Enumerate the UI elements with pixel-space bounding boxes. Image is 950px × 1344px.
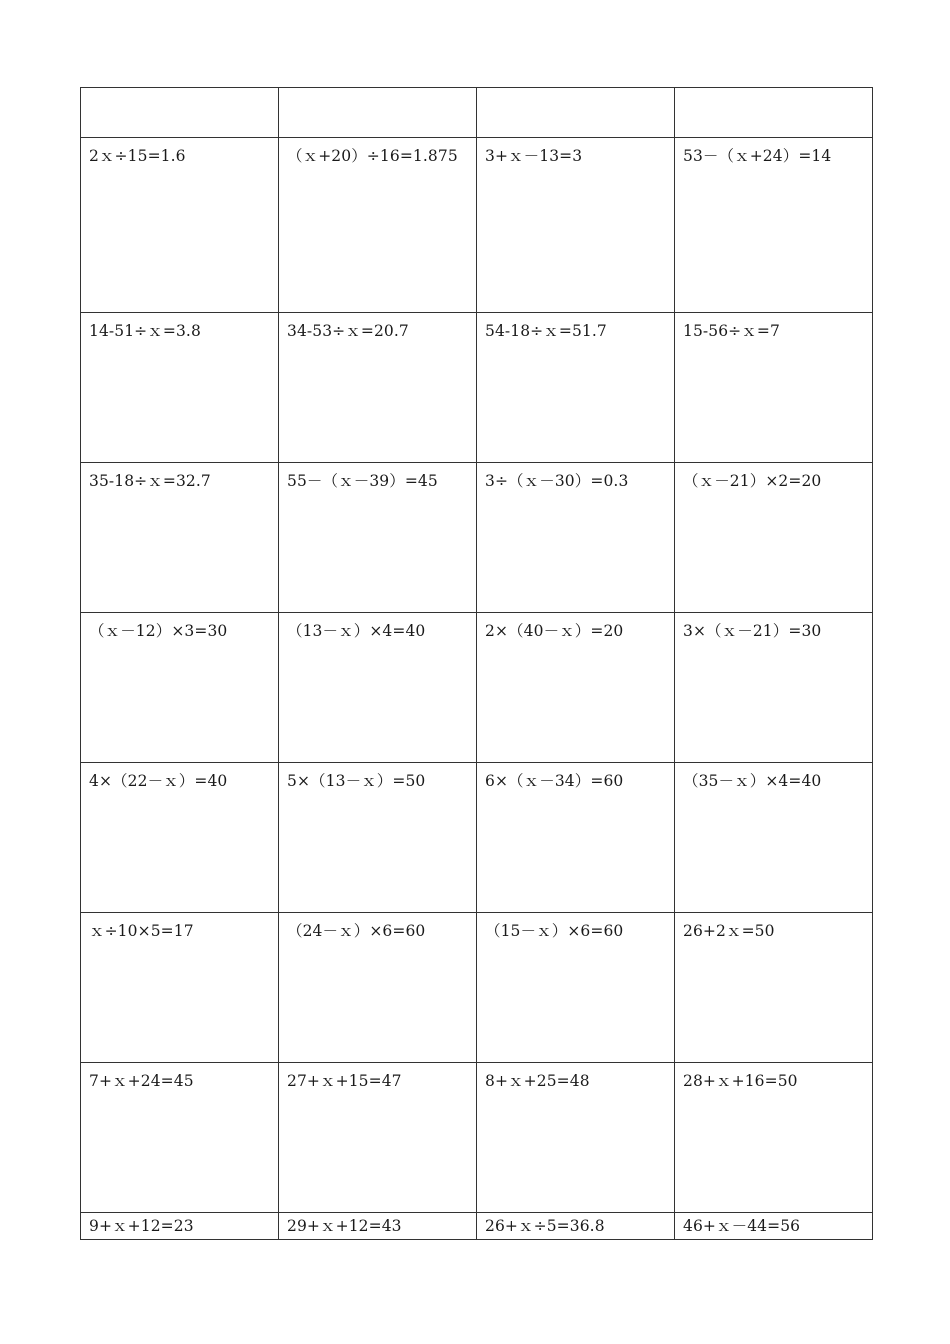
equation-cell: 15-56÷ｘ=7 [675,313,873,463]
equation-cell: 53－（ｘ+24）=14 [675,138,873,313]
table-row [81,313,873,463]
table-row [81,1213,873,1240]
equation-cell: 55－（ｘ－39）=45 [279,463,477,613]
equation-cell: （15－ｘ）×6=60 [477,913,675,1063]
table-cell [81,88,279,138]
equation-cell: 2×（40－ｘ）=20 [477,613,675,763]
equation-cell: 26+2ｘ=50 [675,913,873,1063]
equation-cell: （24－ｘ）×6=60 [279,913,477,1063]
table-row [81,763,873,913]
table-row [81,613,873,763]
table-row [81,1063,873,1213]
equation-cell: 5×（13－ｘ）=50 [279,763,477,913]
table-row [81,138,873,313]
equation-cell: 9+ｘ+12=23 [81,1213,279,1240]
equation-cell: 4×（22－ｘ）=40 [81,763,279,913]
equation-cell: （ｘ+20）÷16=1.875 [279,138,477,313]
equation-cell: （ｘ－12）×3=30 [81,613,279,763]
table-row [81,463,873,613]
table-row [81,88,873,138]
equation-cell: 46+ｘ－44=56 [675,1213,873,1240]
equation-cell: 54-18÷ｘ=51.7 [477,313,675,463]
equation-cell: 14-51÷ｘ=3.8 [81,313,279,463]
table-cell [477,88,675,138]
equation-cell: 34-53÷ｘ=20.7 [279,313,477,463]
table-row [81,913,873,1063]
equation-cell: 27+ｘ+15=47 [279,1063,477,1213]
equation-worksheet-table [80,87,873,1240]
equation-cell: 7+ｘ+24=45 [81,1063,279,1213]
equation-cell: 26+ｘ÷5=36.8 [477,1213,675,1240]
equation-cell: 28+ｘ+16=50 [675,1063,873,1213]
table-cell [675,88,873,138]
equation-cell: （ｘ－21）×2=20 [675,463,873,613]
equation-cell: 6×（ｘ－34）=60 [477,763,675,913]
equation-cell: 3×（ｘ－21）=30 [675,613,873,763]
table-cell [279,88,477,138]
equation-cell: 8+ｘ+25=48 [477,1063,675,1213]
equation-cell: 3+ｘ－13=3 [477,138,675,313]
equation-cell: 2ｘ÷15=1.6 [81,138,279,313]
equation-cell: ｘ÷10×5=17 [81,913,279,1063]
equation-cell: 35-18÷ｘ=32.7 [81,463,279,613]
equation-cell: 3÷（ｘ－30）=0.3 [477,463,675,613]
equation-cell: 29+ｘ+12=43 [279,1213,477,1240]
equation-cell: （13－ｘ）×4=40 [279,613,477,763]
equation-cell: （35－ｘ）×4=40 [675,763,873,913]
